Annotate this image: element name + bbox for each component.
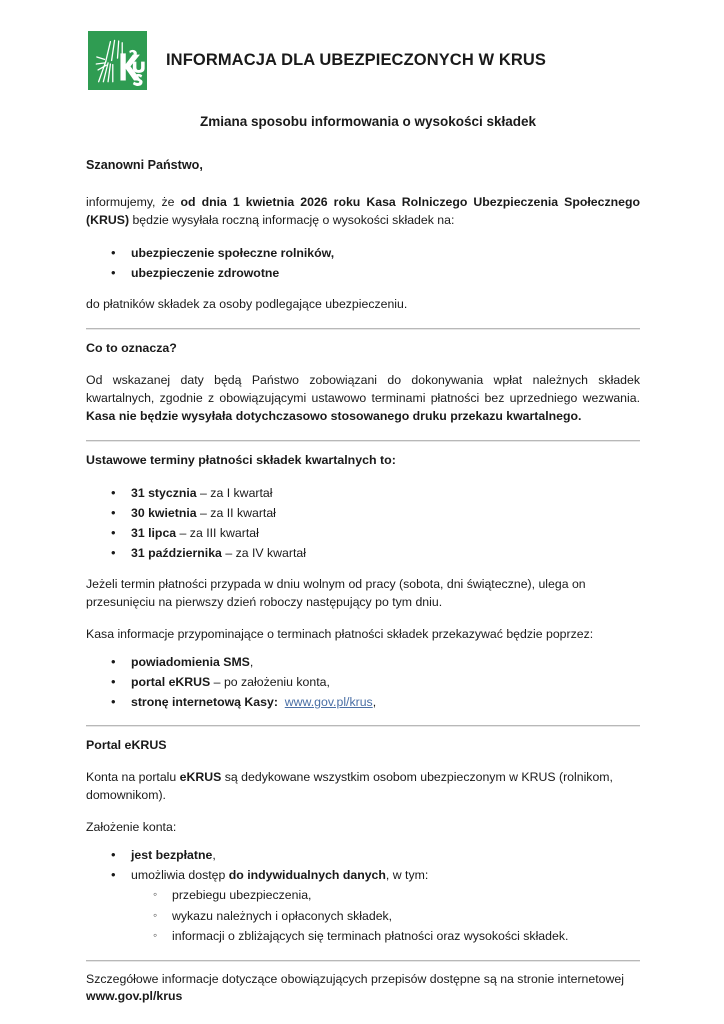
deadlines-heading: Ustawowe terminy płatności składek kwartalnych to: <box>86 452 396 467</box>
list-item <box>86 653 640 671</box>
krus-website-link[interactable]: www.gov.pl/krus <box>284 695 373 710</box>
insurance-item-0: ubezpieczenie społeczne rolników, <box>131 245 335 260</box>
portal-benefit-0-rest: , <box>212 847 216 862</box>
portal-description <box>86 769 640 805</box>
footer-text: Szczegółowe informacje dotyczące obowiązujących przepisów dostępne są na stronie internetowej <box>86 971 624 986</box>
portal-desc-bold: eKRUS <box>179 770 222 785</box>
krus-logo-icon <box>88 31 147 90</box>
portal-benefit-1-pre: umożliwia dostęp <box>131 868 229 883</box>
list-item <box>86 264 640 282</box>
portal-desc-post: są dedykowane wszystkim osobom ubezpieczonym w KRUS (rolnikom, domownikom). <box>86 770 613 803</box>
reminder-channel-1-rest: – po założeniu konta, <box>210 674 330 689</box>
list-item <box>86 504 640 522</box>
insurance-type-list <box>86 244 640 282</box>
intro-lead: informujemy, że <box>86 195 181 210</box>
reminder-channel-list <box>86 653 640 712</box>
reminders-intro: Kasa informacje przypominające o terminach płatności składek przekazywać będzie poprzez: <box>86 626 594 641</box>
sub-list-item: ◦ informacji o zbliżających się terminach płatności oraz wysokości składek. <box>131 927 640 945</box>
intro-paragraph <box>86 194 640 230</box>
portal-data-sublist <box>131 886 640 945</box>
footer-url: www.gov.pl/krus <box>86 989 183 1004</box>
reminder-channel-0-rest: , <box>249 654 254 669</box>
section-divider <box>86 960 640 962</box>
meaning-heading: Co to oznacza? <box>86 341 177 356</box>
portal-desc-pre: Konta na portalu <box>86 770 180 785</box>
portal-benefit-1-rest: , w tym: <box>385 868 429 883</box>
deadline-date-2: 31 lipca <box>131 525 177 540</box>
insurance-item-1: ubezpieczenie zdrowotne <box>131 266 280 281</box>
list-item <box>86 866 640 946</box>
meaning-normal-text: Od wskazanej daty będą Państwo zobowiązani do dokonywania wpłat należnych składek kwartalnych, zgodnie z obowiązującymi ustawowo terminami płatności bez uprzedniego wezwania. <box>86 373 640 405</box>
portal-heading: Portal eKRUS <box>86 738 167 753</box>
list-item <box>86 673 640 691</box>
reminder-channel-2: stronę internetową Kasy: <box>131 695 278 710</box>
reminder-channel-1: portal eKRUS <box>131 674 211 689</box>
greeting: Szanowni Państwo, <box>86 158 203 172</box>
section-divider <box>86 328 640 330</box>
section-divider <box>86 440 640 442</box>
list-item <box>86 846 640 864</box>
deadline-quarter-2: – za III kwartał <box>176 525 259 540</box>
portal-benefit-list <box>86 846 640 946</box>
portal-benefit-0: jest bezpłatne <box>131 847 213 862</box>
meaning-paragraph <box>86 372 640 425</box>
intro-tail: będzie wysyłała roczną informację o wysokości składek na: <box>129 213 455 228</box>
deadline-list <box>86 484 640 563</box>
section-divider <box>86 725 640 727</box>
list-item <box>86 544 640 562</box>
deadline-date-3: 31 października <box>131 546 222 561</box>
deadline-quarter-3: – za IV kwartał <box>221 546 306 561</box>
document-header <box>0 0 724 90</box>
deadline-date-0: 31 stycznia <box>131 485 197 500</box>
sub-list-item: ◦ przebiegu ubezpieczenia, <box>131 886 640 904</box>
list-item <box>86 693 640 711</box>
document-body <box>0 156 724 1006</box>
document-subtitle: Zmiana sposobu informowania o wysokości składek <box>199 114 537 129</box>
list-item <box>86 484 640 502</box>
reminder-channel-0: powiadomienia SMS <box>131 654 250 669</box>
deadline-quarter-0: – za I kwartał <box>196 485 273 500</box>
reminder-channel-2-rest: , <box>372 695 377 710</box>
deadlines-note: Jeżeli termin płatności przypada w dniu wolnym od pracy (sobota, dni świąteczne), ulega on przesunięciu na pierwszy dzień roboczy następujący po tym dniu. <box>86 577 586 610</box>
portal-benefit-1-bold: do indywidualnych danych <box>228 868 386 883</box>
page-title: INFORMACJA DLA UBEZPIECZONYCH W KRUS <box>166 51 547 69</box>
deadline-quarter-1: – za II kwartał <box>196 505 276 520</box>
footer-paragraph <box>86 971 640 1007</box>
deadline-date-1: 30 kwietnia <box>131 505 197 520</box>
intro-closing: do płatników składek za osoby podlegające ubezpieczeniu. <box>86 297 408 312</box>
portal-setup-label: Założenie konta: <box>86 820 177 834</box>
meaning-bold-text: Kasa nie będzie wysyłała dotychczasowo stosowanego druku przekazu kwartalnego. <box>86 408 582 423</box>
list-item <box>86 524 640 542</box>
list-item <box>86 244 640 262</box>
sub-list-item: ◦ wykazu należnych i opłaconych składek, <box>131 907 640 925</box>
intro-bold: od dnia 1 kwietnia 2026 roku Kasa Rolniczego Ubezpieczenia Społecznego (KRUS) <box>86 195 640 228</box>
